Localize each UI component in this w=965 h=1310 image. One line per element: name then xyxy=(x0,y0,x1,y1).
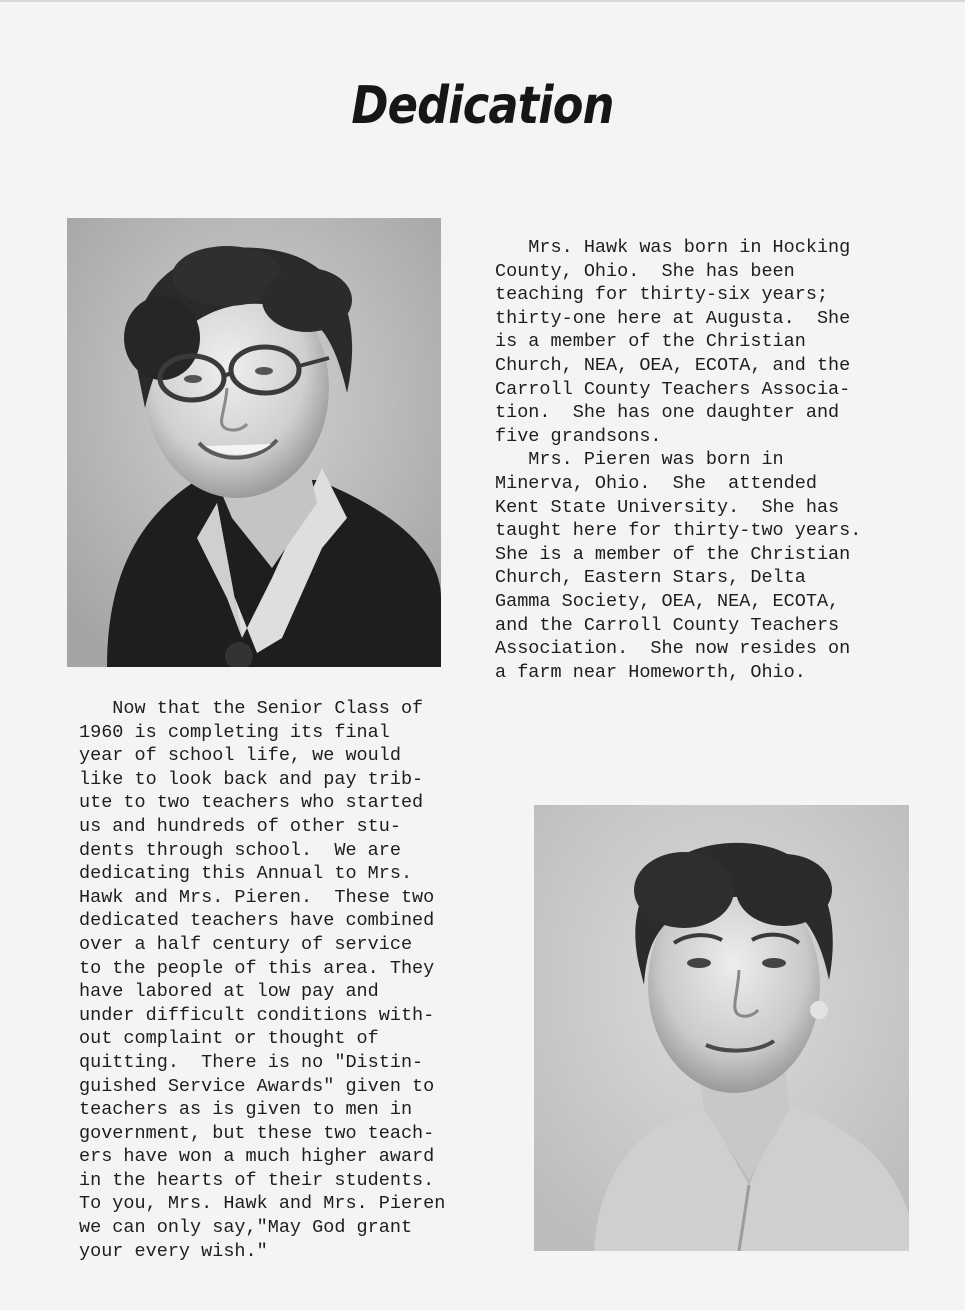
bio-text-line: Mrs. Pieren was born in xyxy=(495,449,784,471)
tribute-text-line: out complaint or thought of xyxy=(79,1028,379,1050)
tribute-text-line: dedicating this Annual to Mrs. xyxy=(79,863,413,885)
bio-text-line: Gamma Society, OEA, NEA, ECOTA, xyxy=(495,590,840,612)
bio-text-line: tion. She has one daughter and xyxy=(495,402,840,424)
tribute-text-line: us and hundreds of other stu- xyxy=(79,815,401,837)
bio-text-line: Minerva, Ohio. She attended xyxy=(495,472,817,494)
portrait-mrs-hawk xyxy=(67,218,441,667)
tribute-text-line: teachers as is given to men in xyxy=(79,1099,413,1121)
bio-text-line: and the Carroll County Teachers xyxy=(495,614,840,636)
tribute-text-line: ute to two teachers who started xyxy=(79,792,424,814)
tribute-text-line: we can only say,"May God grant xyxy=(79,1217,413,1239)
tribute-text-line: Now that the Senior Class of xyxy=(79,698,424,719)
tribute-text-line: have labored at low pay and xyxy=(79,981,379,1003)
bio-text-line: Association. She now resides on xyxy=(495,638,851,660)
bio-text-line: Carroll County Teachers Associa- xyxy=(495,378,851,400)
tribute-text-line: year of school life, we would xyxy=(79,745,401,767)
tribute-text-line: to the people of this area. They xyxy=(79,957,435,979)
bio-text-line: Mrs. Hawk was born in Hocking xyxy=(495,237,851,258)
portrait-mrs-pieren xyxy=(534,805,909,1251)
tribute-text-line: guished Service Awards" given to xyxy=(79,1075,435,1097)
bio-text-line: taught here for thirty-two years. xyxy=(495,520,862,542)
tribute-text-line: dents through school. We are xyxy=(79,839,401,861)
tribute-text-line: To you, Mrs. Hawk and Mrs. Pieren xyxy=(79,1193,446,1215)
tribute-text-line: over a half century of service xyxy=(79,933,413,955)
bio-text-line: She is a member of the Christian xyxy=(495,543,851,565)
bio-text-line: Kent State University. She has xyxy=(495,496,840,518)
tribute-text-line: like to look back and pay trib- xyxy=(79,768,424,790)
bio-text-line: is a member of the Christian xyxy=(495,331,806,353)
page-title: Dedication xyxy=(351,76,614,136)
tribute-text-line: ers have won a much higher award xyxy=(79,1146,435,1168)
bio-text-line: a farm near Homeworth, Ohio. xyxy=(495,661,806,683)
bio-text-line: Church, NEA, OEA, ECOTA, and the xyxy=(495,354,851,376)
tribute-text-line: under difficult conditions with- xyxy=(79,1004,435,1026)
tribute-text-line: 1960 is completing its final xyxy=(79,721,390,743)
tribute-text-line: Hawk and Mrs. Pieren. These two xyxy=(79,886,435,908)
bio-text-line: thirty-one here at Augusta. She xyxy=(495,307,851,329)
bio-text-line: five grandsons. xyxy=(495,425,662,447)
bio-paragraphs xyxy=(495,236,861,684)
tribute-paragraph xyxy=(79,697,445,1263)
tribute-text-line: government, but these two teach- xyxy=(79,1122,435,1144)
tribute-text-line: in the hearts of their students. xyxy=(79,1169,435,1191)
tribute-text-line: dedicated teachers have combined xyxy=(79,910,435,932)
bio-text-line: teaching for thirty-six years; xyxy=(495,284,829,306)
tribute-text-line: your every wish." xyxy=(79,1240,268,1262)
bio-text-line: Church, Eastern Stars, Delta xyxy=(495,567,806,589)
tribute-text-line: quitting. There is no "Distin- xyxy=(79,1051,424,1073)
bio-text-line: County, Ohio. She has been xyxy=(495,260,795,282)
